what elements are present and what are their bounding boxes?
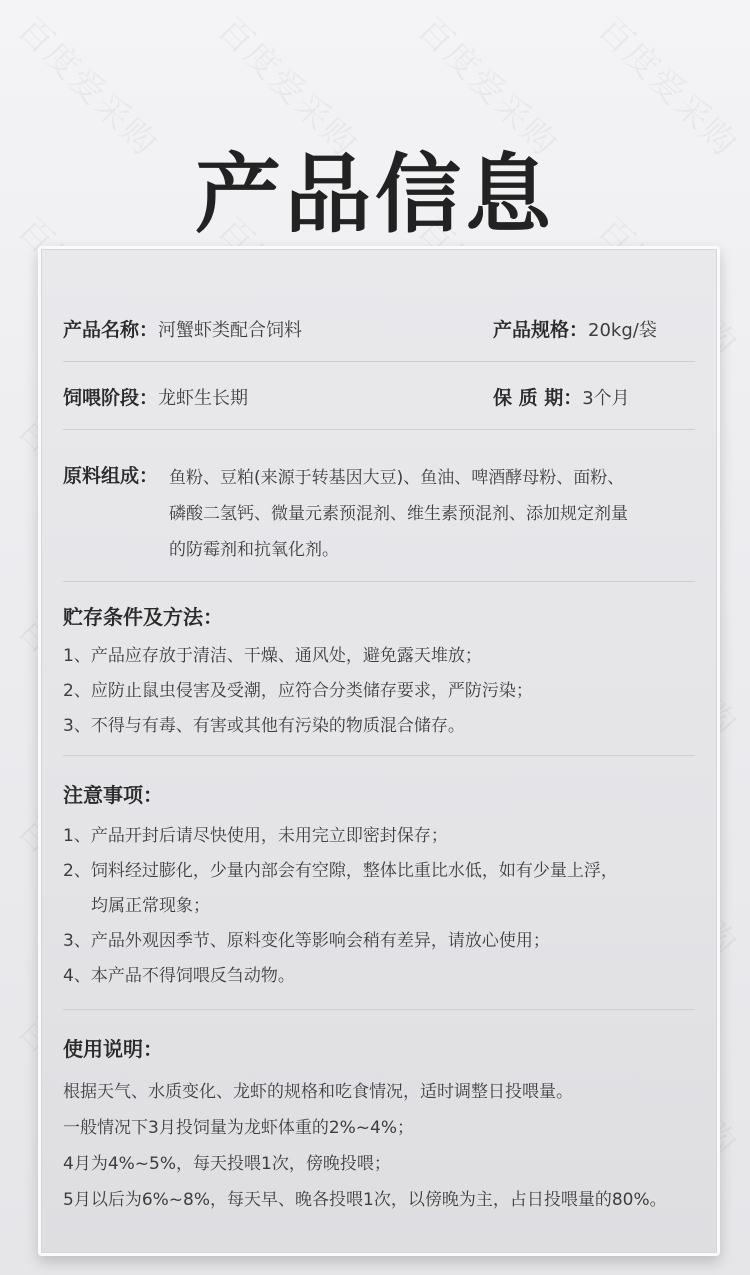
feeding-stage-label: 饲喂阶段： bbox=[63, 387, 159, 409]
notes-item: 4、本产品不得饲喂反刍动物。 bbox=[63, 966, 295, 986]
page-title: 产品信息 bbox=[195, 144, 555, 245]
product-name-row bbox=[63, 315, 302, 342]
notes-item-continued: 均属正常现象； bbox=[91, 896, 210, 916]
divider bbox=[63, 755, 695, 756]
product-spec-value: 20kg/袋 bbox=[588, 320, 657, 341]
storage-item: 3、不得与有毒、有害或其他有污染的物质混合储存。 bbox=[63, 716, 465, 736]
notes-title: 注意事项： bbox=[63, 783, 163, 807]
divider bbox=[63, 1009, 695, 1010]
usage-line: 4月为4%~5%，每天投喂1次，傍晚投喂； bbox=[63, 1154, 391, 1174]
usage-line: 5月以后为6%~8%，每天早、晚各投喂1次，以傍晚为主，占日投喂量的80%。 bbox=[63, 1190, 667, 1210]
feeding-stage-row bbox=[63, 383, 248, 410]
notes-item: 2、饲料经过膨化，少量内部会有空隙，整体比重比水低，如有少量上浮， bbox=[63, 861, 618, 881]
storage-item: 1、产品应存放于清洁、干燥、通风处，避免露天堆放； bbox=[63, 646, 482, 666]
divider bbox=[63, 361, 695, 362]
product-name-label: 产品名称： bbox=[63, 319, 159, 341]
product-spec-label: 产品规格： bbox=[493, 319, 589, 341]
product-spec-row bbox=[493, 315, 657, 342]
feeding-stage-value: 龙虾生长期 bbox=[158, 388, 249, 409]
shelf-life-label: 保 质 期： bbox=[493, 387, 583, 409]
shelf-life-value: 3个月 bbox=[582, 388, 630, 409]
notes-item: 3、产品外观因季节、原料变化等影响会稍有差异，请放心使用； bbox=[63, 931, 550, 951]
storage-title: 贮存条件及方法： bbox=[63, 605, 223, 629]
usage-line: 根据天气、水质变化、龙虾的规格和吃食情况，适时调整日投喂量。 bbox=[63, 1082, 573, 1102]
ingredients-line: 的防霉剂和抗氧化剂。 bbox=[169, 540, 339, 560]
usage-title: 使用说明： bbox=[63, 1037, 163, 1061]
product-info-card bbox=[38, 246, 720, 1256]
ingredients-line: 鱼粉、豆粕(来源于转基因大豆)、鱼油、啤酒酵母粉、面粉、 bbox=[169, 468, 625, 488]
shelf-life-row bbox=[493, 383, 630, 410]
notes-item: 1、产品开封后请尽快使用，未用完立即密封保存； bbox=[63, 826, 448, 846]
product-name-value: 河蟹虾类配合饲料 bbox=[158, 320, 303, 341]
divider bbox=[63, 429, 695, 430]
divider bbox=[63, 581, 695, 582]
ingredients-label: 原料组成： bbox=[63, 465, 159, 487]
ingredients-line: 磷酸二氢钙、微量元素预混剂、维生素预混剂、添加规定剂量 bbox=[169, 504, 628, 524]
storage-item: 2、应防止鼠虫侵害及受潮，应符合分类储存要求，严防污染； bbox=[63, 681, 533, 701]
usage-line: 一般情况下3月投饲量为龙虾体重的2%~4%； bbox=[63, 1118, 414, 1138]
